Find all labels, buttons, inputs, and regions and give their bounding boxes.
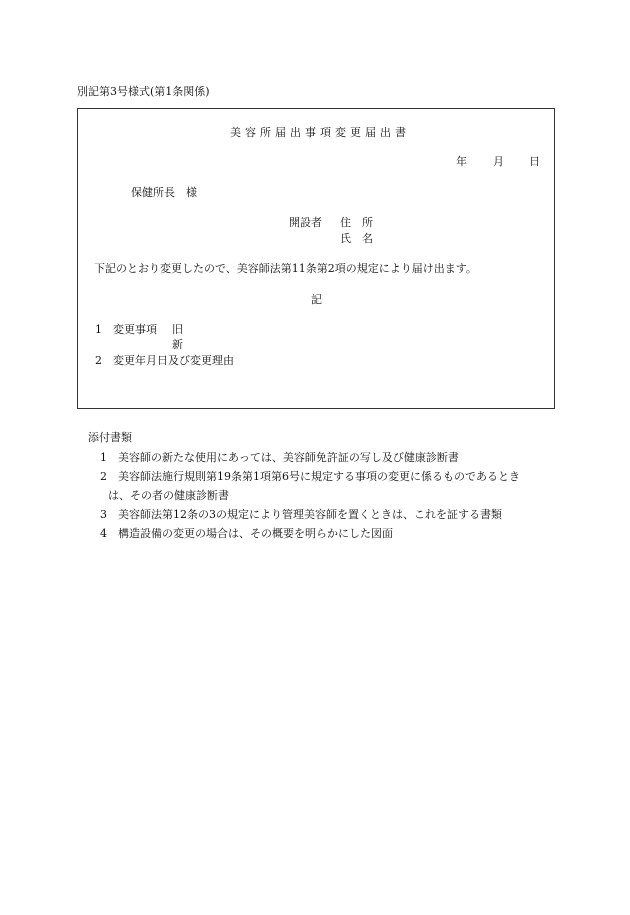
date-day-label: 日 [529,155,540,168]
statement-text: 下記のとおり変更したので、美容師法第11条第2項の規定により届け出ます。 [94,262,477,275]
item-2-number: 2 [95,354,102,367]
attachment-3-text: 美容師法第12条の3の規定により管理美容師を置くときは、これを証する書類 [118,508,502,521]
item-1-number: 1 [95,323,102,336]
item-2-label: 変更年月日及び変更理由 [113,354,234,367]
attachment-1-number: 1 [100,451,107,464]
item-1-new-label: 新 [172,338,183,351]
attachment-2-number: 2 [100,470,107,483]
attachment-1-text: 美容師の新たな使用にあっては、美容師免許証の写し及び健康診断書 [118,451,459,464]
attachments-heading: 添付書類 [88,431,132,444]
applicant-role: 開設者 [289,216,322,229]
form-number-label: 別記第3号様式(第1条関係) [77,85,210,98]
ki-label: 記 [311,293,322,306]
addressee: 保健所長 様 [131,186,197,199]
form-title: 美容所届出事項変更届出書 [230,126,410,139]
attachment-4-text: 構造設備の変更の場合は、その概要を明らかにした図面 [118,527,393,540]
applicant-name-label: 氏 名 [340,232,373,245]
applicant-address-label: 住 所 [340,216,373,229]
date-year-label: 年 [456,155,467,168]
attachment-2-text: 美容師法施行規則第19条第1項第6号に規定する事項の変更に係るものであるとき [118,470,520,483]
date-month-label: 月 [493,155,504,168]
attachment-2-text-continued: は、その者の健康診断書 [108,489,229,502]
item-1-old-label: 旧 [172,323,183,336]
attachment-4-number: 4 [100,527,107,540]
form-box [77,108,555,409]
item-1-label: 変更事項 [113,323,157,336]
attachment-3-number: 3 [100,508,107,521]
